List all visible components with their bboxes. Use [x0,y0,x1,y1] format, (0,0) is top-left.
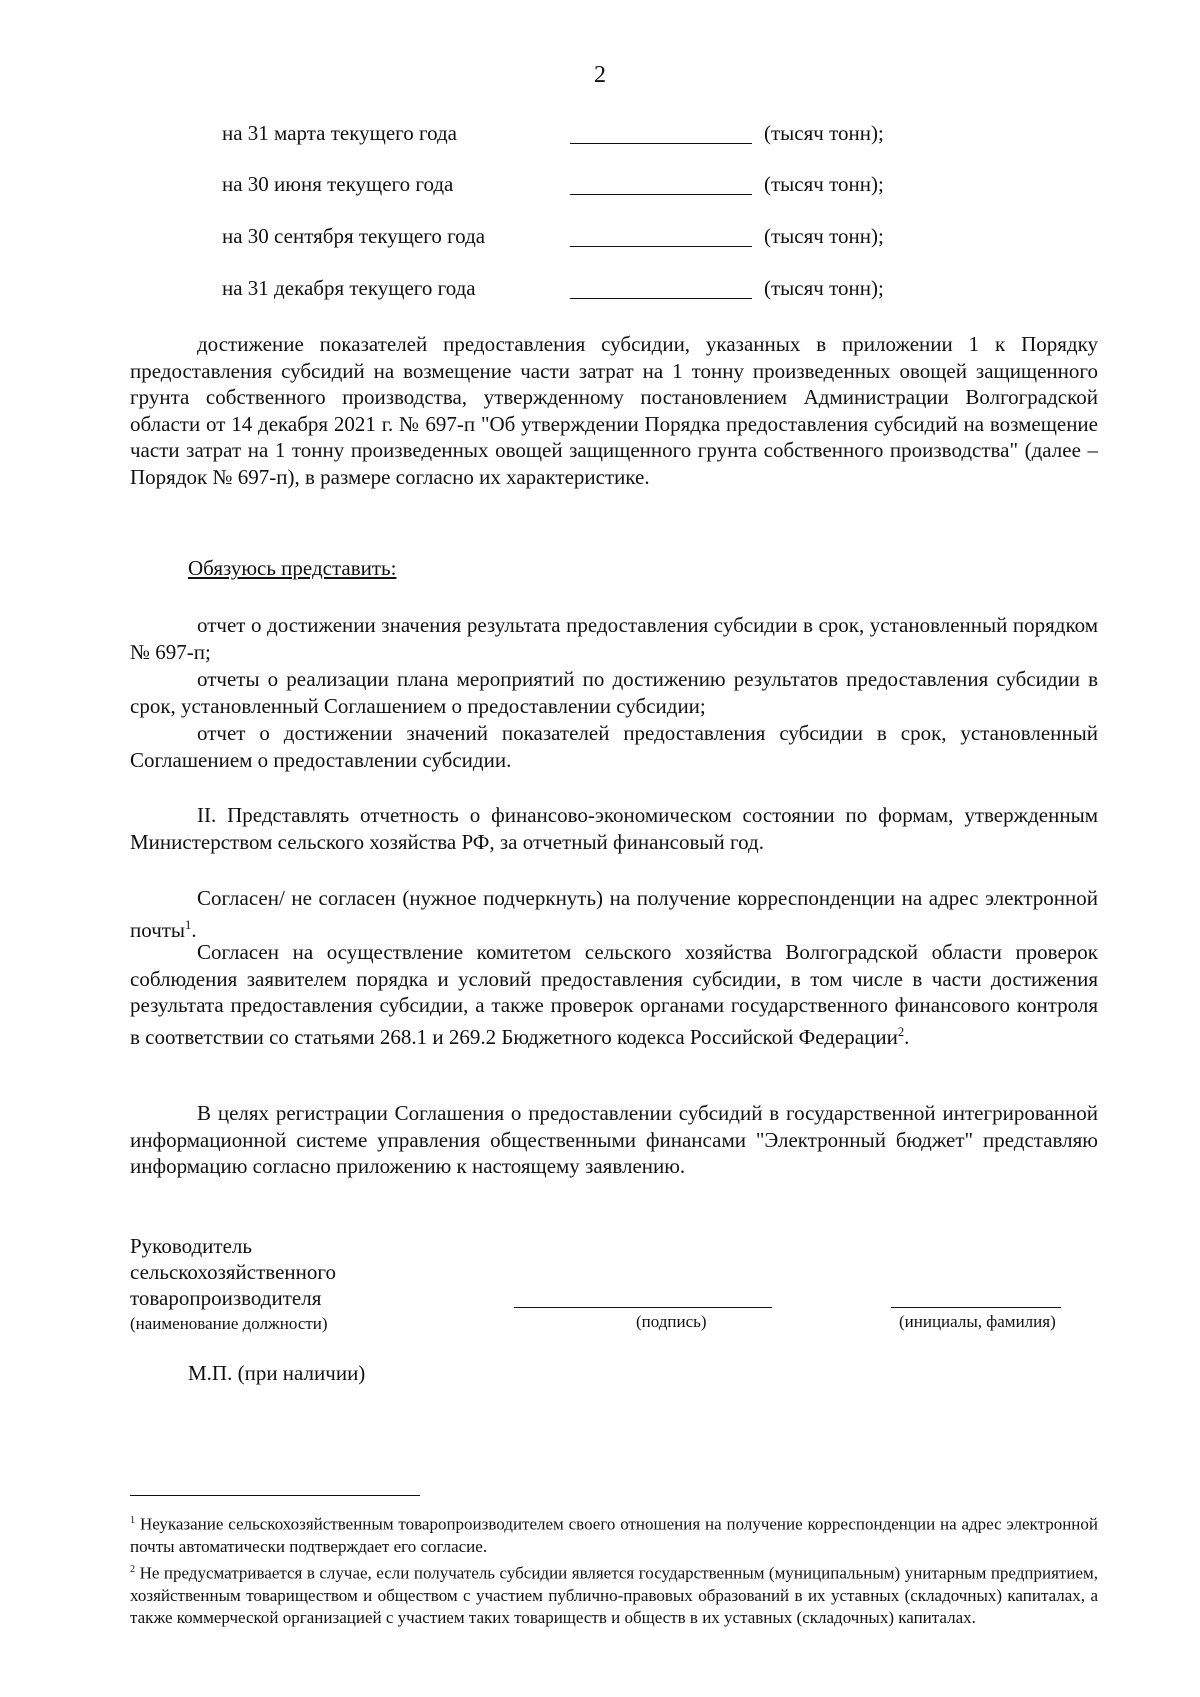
footnote-ref-1: 1 [185,917,192,932]
footnote-1 [130,1510,1098,1558]
name-caption: (инициалы, фамилия) [899,1312,1056,1331]
quarter-label: на 31 декабря текущего года [222,276,476,300]
page-number: 2 [594,62,606,88]
quarter-blank-line [570,246,752,247]
quarter-row [222,121,922,151]
quarter-unit: (тысяч тонн); [764,121,884,145]
footnote-separator [130,1495,420,1496]
footnote-2 [130,1559,1098,1629]
quarter-blank-line [570,143,752,144]
footnote-2-text: Не предусматривается в случае, если получатель субсидии является государственным (муниципальным) унитарным предприятием, хозяйственным товариществом и обществом с участием публично-правовых образований в их уставных (складочных) капиталах, а также коммерческой организацией с участием таких товариществ и обществ в их уставных (складочных) капиталах. [130,1563,1098,1627]
quarter-label: на 30 сентября текущего года [222,224,486,248]
quarter-label: на 31 марта текущего года [222,121,457,145]
footnote-ref-2: 2 [897,1024,905,1039]
footnote-1-mark: 1 [130,1515,136,1526]
quarter-unit: (тысяч тонн); [764,172,884,196]
consent-email-end: . [191,917,197,942]
footnote-2-mark: 2 [130,1564,136,1575]
report-item-2: отчеты о реализации плана мероприятий по достижению результатов предоставления субсидии в срок, установленный Соглашением о предоставлении субсидии; [130,667,1098,718]
position-caption: (наименование должности) [130,1314,328,1333]
signer-line-2: сельскохозяйственного [130,1260,336,1284]
signature-line [514,1307,772,1308]
consent-check-end: . [904,1024,910,1049]
consent-email-paragraph [130,885,1098,943]
report-item-1: отчет о достижении значения результата предоставления субсидии в срок, установленный порядком № 697-п; [130,613,1098,664]
stamp-label: М.П. (при наличии) [188,1361,366,1385]
name-line [891,1307,1061,1308]
signer-line-3: товаропроизводителя [130,1286,322,1310]
quarter-unit: (тысяч тонн); [764,276,884,300]
signer-line-1: Руководитель [130,1234,252,1258]
footnote-1-text: Неуказание сельскохозяйственным товаропроизводителем своего отношения на получение корреспонденции на адрес электронной почты автоматически подтверждает его согласие. [130,1514,1099,1556]
quarter-unit: (тысяч тонн); [764,224,884,248]
consent-email-text: Согласен/ не согласен (нужное подчеркнуть) на получение корреспонденции на адрес электронной почты [130,886,1098,942]
signer-position [130,1233,336,1337]
quarter-row [222,172,922,202]
report-item-3: отчет о достижении значений показателей предоставления субсидии в срок, установленный Соглашением о предоставлении субсидии. [130,721,1098,772]
section-ii-paragraph: II. Представлять отчетность о финансово-экономическом состоянии по формам, утвержденным Министерством сельского хозяйства РФ, за отчетный финансовый год. [130,803,1098,854]
quarter-blank-line [570,194,752,195]
registration-paragraph: В целях регистрации Соглашения о предоставлении субсидий в государственной интегрированной информационной системе управления общественными финансами "Электронный бюджет" представляю информацию согласно приложению к настоящему заявлению. [130,1101,1098,1178]
quarter-blank-line [570,298,752,299]
achievement-paragraph: достижение показателей предоставления субсидии, указанных в приложении 1 к Порядку предоставления субсидий на возмещение части затрат на 1 тонну произведенных овощей защищенного грунта собственного производства, утвержденному постановлением Администрации Волгоградской области от 14 декабря 2021 г. № 697-п "Об утверждении Порядка предоставления субсидий на возмещение части затрат на 1 тонну произведенных овощей защищенного грунта собственного производства" (далее – Порядок № 697-п), в размере согласно их характеристике. [130,332,1098,489]
consent-check-text: Согласен на осуществление комитетом сельского хозяйства Волгоградской области проверок соблюдения заявителем порядка и условий предоставления субсидии, в том числе в части достижения результата предоставления субсидии, а также проверок органами государственного финансового контроля в соответствии со статьями 268.1 и 269.2 Бюджетного кодекса Российской Федерации [130,940,1098,1049]
obligation-heading: Обязуюсь представить: [188,556,397,580]
quarter-row [222,224,922,254]
signature-caption: (подпись) [636,1312,707,1331]
quarter-label: на 30 июня текущего года [222,172,454,196]
consent-check-paragraph [130,939,1098,1050]
quarter-row [222,276,922,306]
